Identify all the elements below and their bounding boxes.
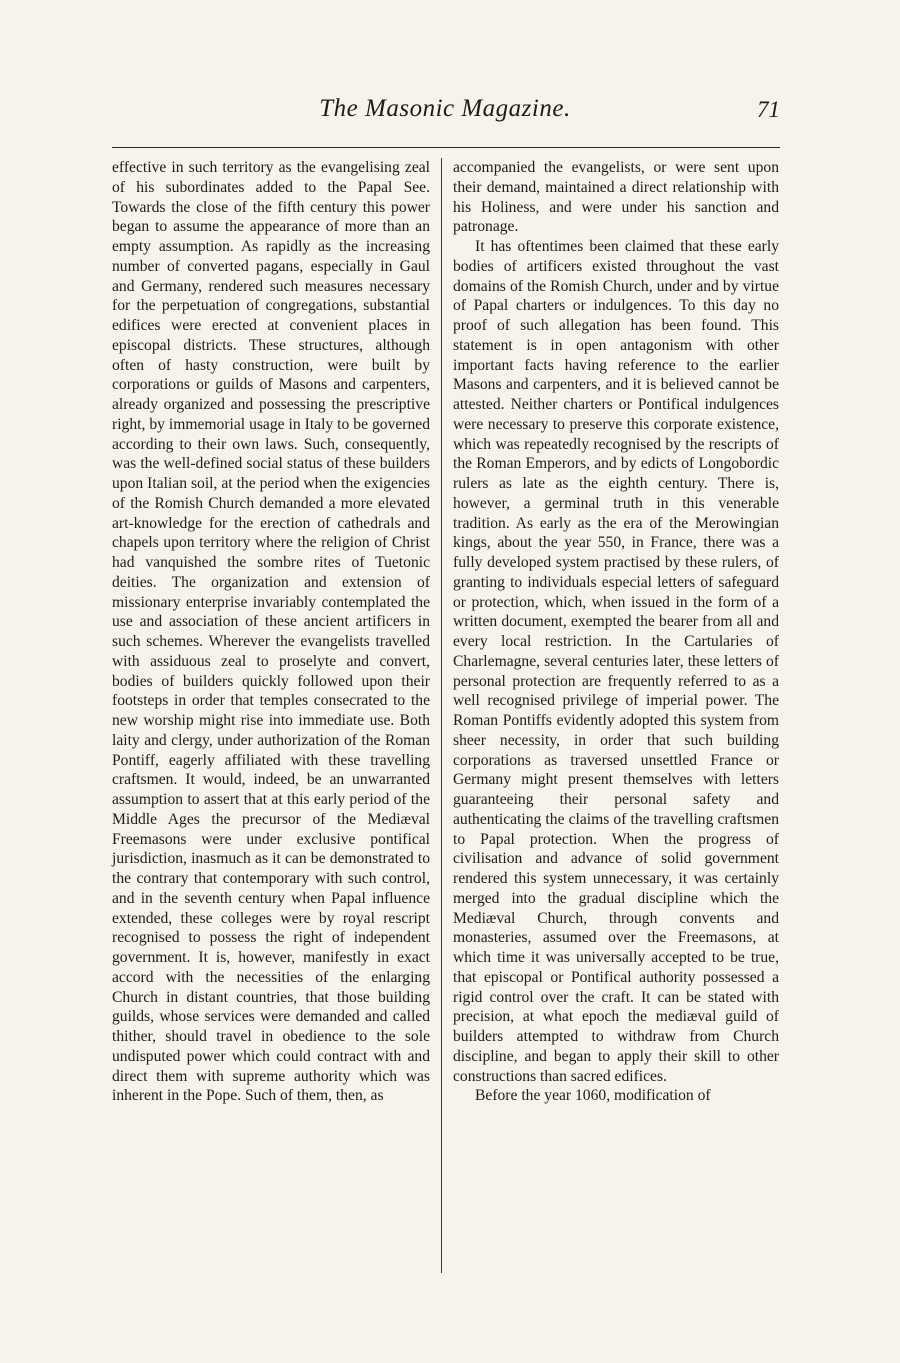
- left-column: [112, 158, 430, 1106]
- page-header: [110, 95, 780, 131]
- column-divider: [441, 158, 442, 1273]
- left-paragraph-1: effective in such territory as the evangelising zeal of his subordinates added to the Papal See. Towards the close of the fifth century this power began to assume the appearance of more than an empty assumption. As rapidly as the increasing number of converted pagans, especially in Gaul and Germany, rendered such measures necessary for the perpetuation of congregations, substantial edifices were erected at convenient places in episcopal districts. These structures, although often of hasty construction, were built by corporations or guilds of Masons and carpenters, already organized and possessing the prescriptive right, by immemorial usage in Italy to be governed according to their own laws. Such, consequently, was the well-defined social status of these builders upon Italian soil, at the period when the exigencies of the Romish Church demanded a more elevated art-knowledge for the erection of cathedrals and chapels upon territory where the religion of Christ had vanquished the sombre rites of Tuetonic deities. The organization and extension of missionary enterprise invariably contemplated the use and association of these ancient artificers in such schemes. Wherever the evangelists travelled with assiduous zeal to proselyte and convert, bodies of builders quickly followed upon their footsteps in order that temples consecrated to the new worship might rise into immediate use. Both laity and clergy, under authorization of the Roman Pontiff, eagerly affiliated with these travelling craftsmen. It would, indeed, be an unwarranted assumption to assert that at this early period of the Middle Ages the precursor of the Mediæval Freemasons were under exclusive pontifical jurisdiction, inasmuch as it can be demonstrated to the contrary that contemporary with such control, and in the seventh century when Papal influence extended, these colleges were by royal rescript recognised to possess the right of independent government. It is, however, manifestly in exact accord with the necessities of the enlarging Church in distant countries, that those building guilds, whose services were demanded and called thither, should travel in obedience to the sole undisputed power which could contract with and direct them with supreme authority which was inherent in the Pope. Such of them, then, as: [112, 159, 430, 1105]
- header-rule: [112, 147, 780, 148]
- running-title: The Masonic Magazine.: [319, 95, 571, 122]
- page-number: 71: [757, 97, 780, 122]
- right-paragraph-1: accompanied the evangelists, or were sent upon their demand, maintained a direct relationship with his Holiness, and were under his sanction and patronage.: [453, 159, 779, 236]
- right-paragraph-2: It has oftentimes been claimed that these early bodies of artificers existed throughout the vast domains of the Romish Church, under and by virtue of Papal charters or indulgences. To this day no proof of such allegation has been found. This statement is in open antagonism with other important facts having reference to the earlier Masons and carpenters, and it is believed cannot be attested. Neither charters or Pontifical indulgences were necessary to preserve this corporate existence, which was repeatedly recognised by the rescripts of the Roman Emperors, and by edicts of Longobordic rulers as late as the eighth century. There is, however, a germinal truth in this venerable tradition. As early as the era of the Merowingian kings, about the year 550, in France, there was a fully developed system practised by these rulers, of granting to individuals especial letters of safeguard or protection, which, when issued in the form of a written document, exempted the bearer from all and every local restriction. In the Cartularies of Charlemagne, several centuries later, these letters of personal protection are frequently referred to as a well recognised privilege of imperial power. The Roman Pontiffs evidently adopted this system from sheer necessity, in order that such building corporations as traversed unsettled France or Germany might present themselves with letters guaranteeing their personal safety and authenticating the claims of the travelling craftsmen to Papal protection. When the progress of civilisation and advance of solid government rendered this system unnecessary, it was certainly merged into the gradual discipline which the Mediæval Church, through convents and monasteries, assumed over the Freemasons, at which time it was universally accepted to be true, that episcopal or Pontifical authority possessed a rigid control over the craft. It can be stated with precision, at what epoch the mediæval guild of builders attempted to withdraw from Church discipline, and began to apply their skill to other constructions than sacred edifices.: [453, 238, 779, 1085]
- right-column: [453, 158, 779, 1106]
- right-paragraph-3: Before the year 1060, modification of: [475, 1087, 711, 1105]
